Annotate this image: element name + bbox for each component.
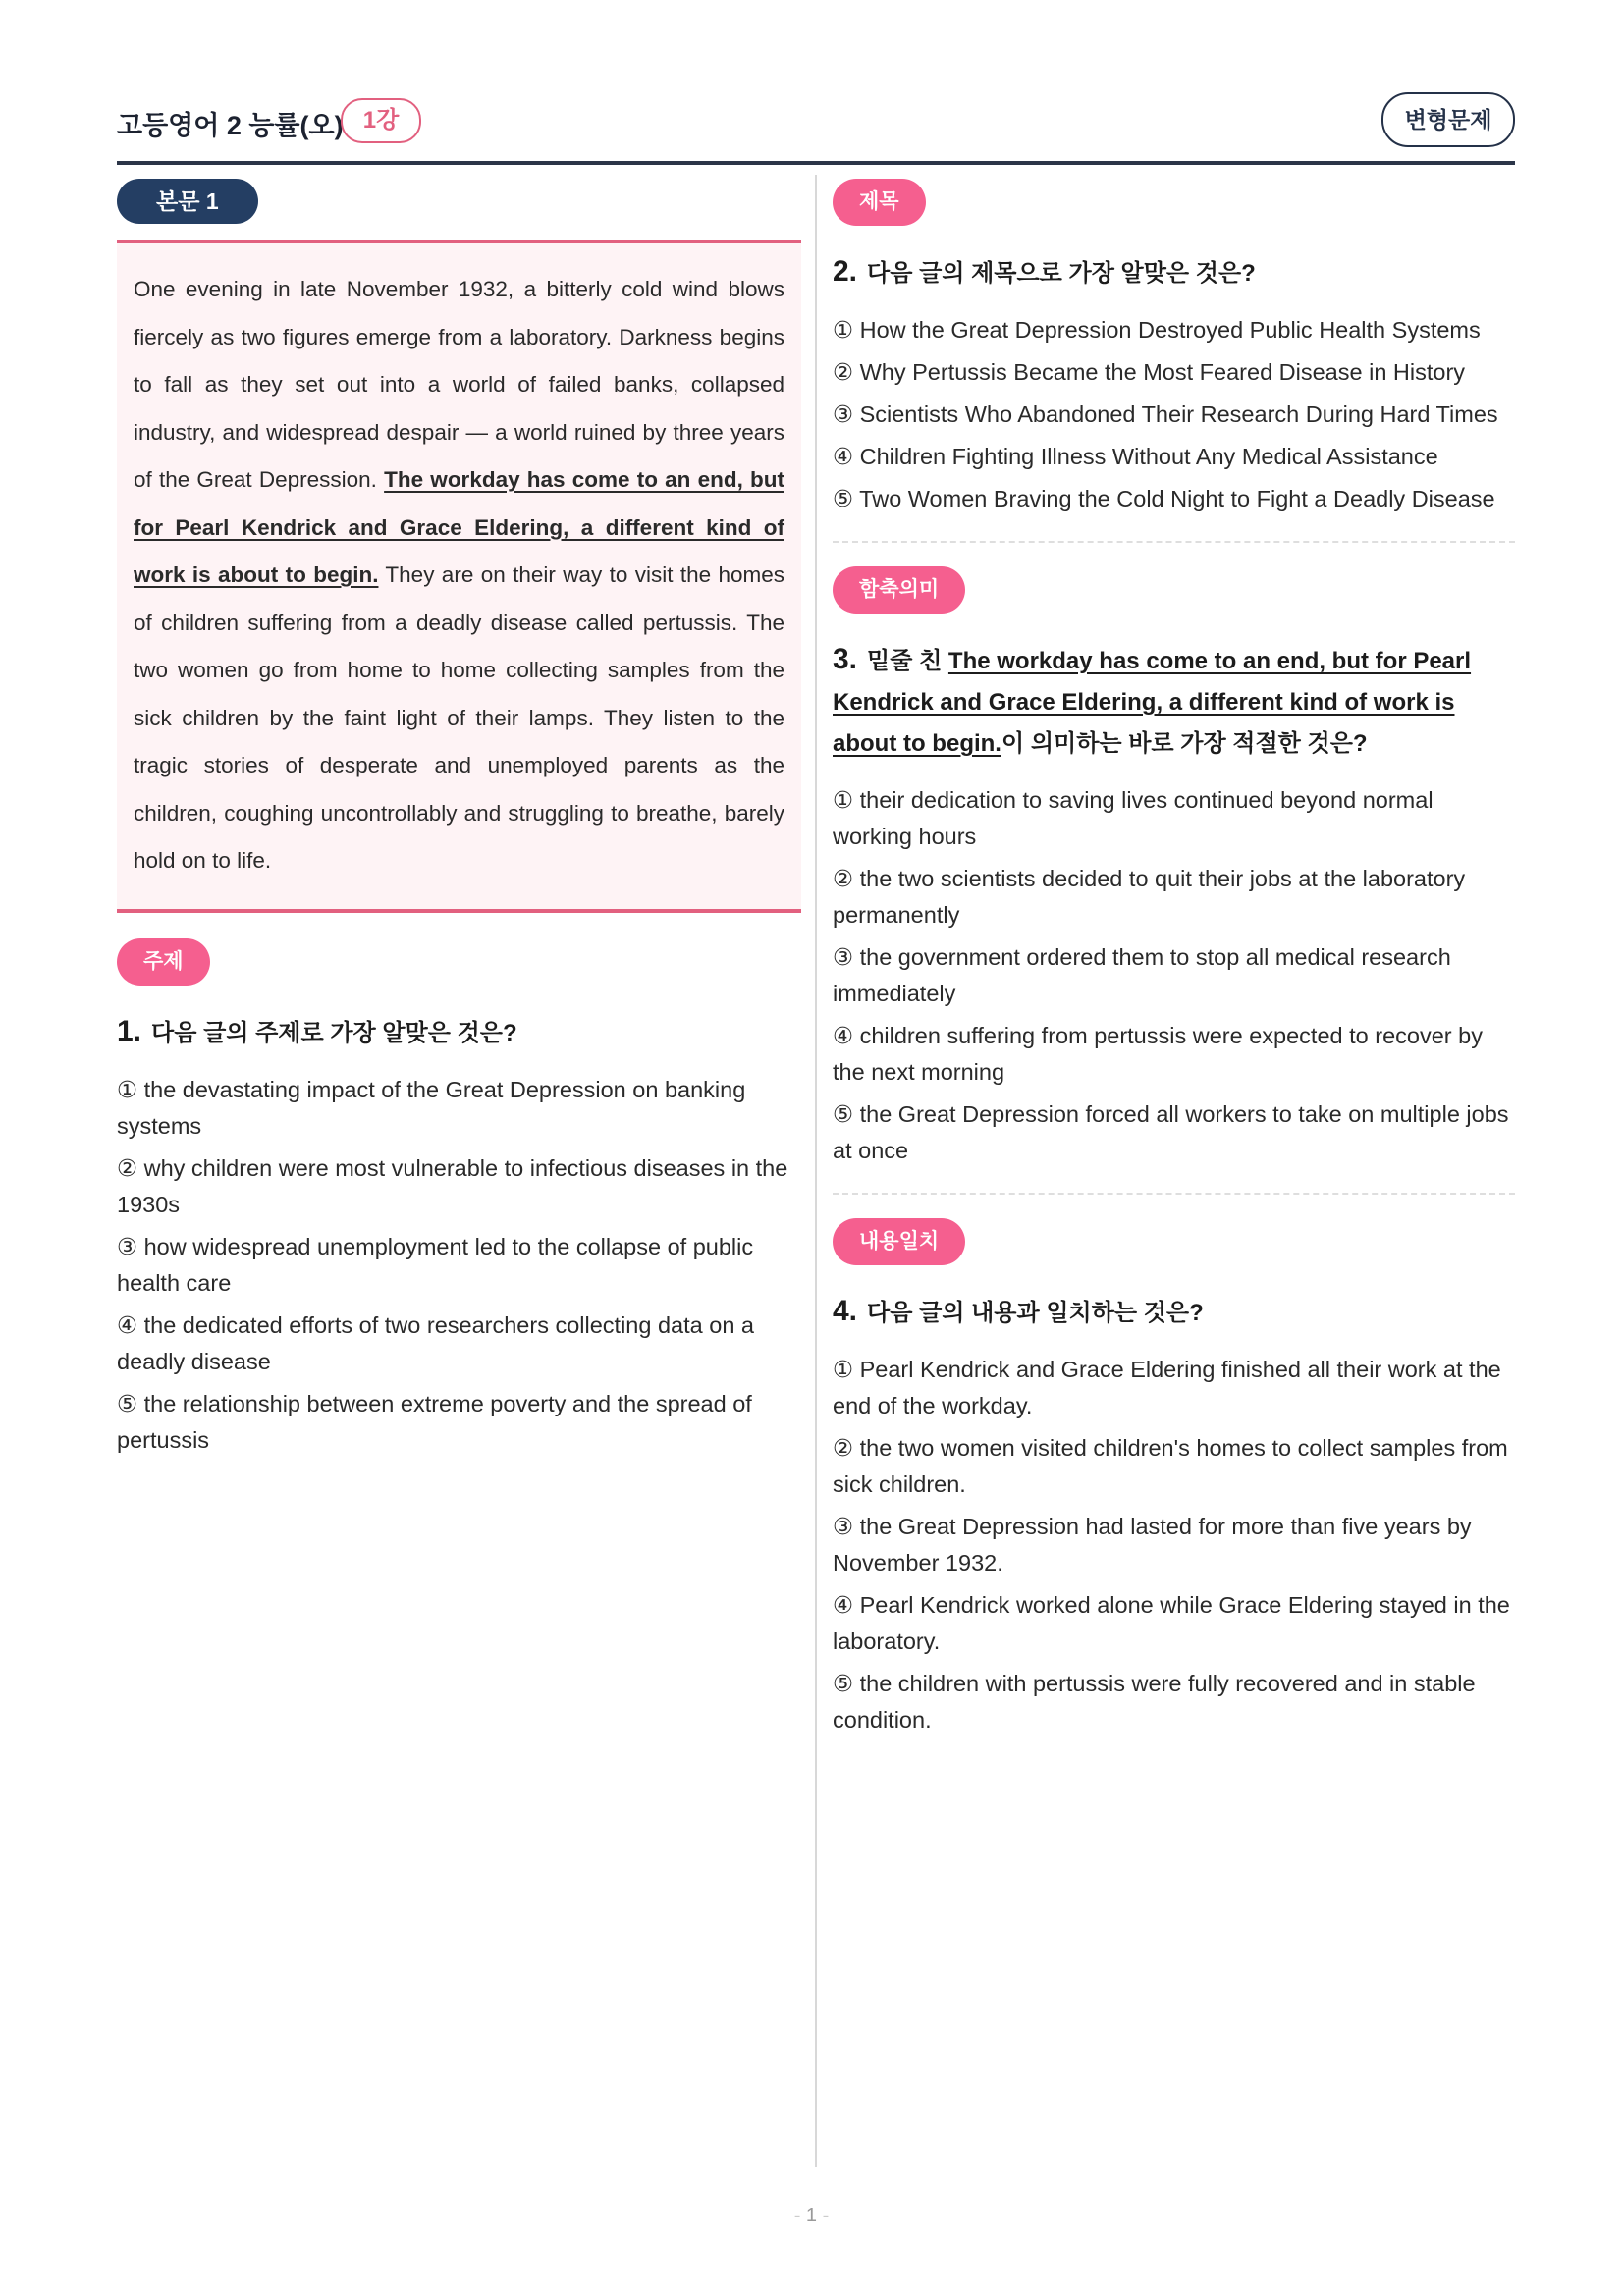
question-text: 다음 글의 내용과 일치하는 것은? [867, 1300, 1204, 1326]
section-tag-topic: 주제 [117, 938, 210, 986]
option-5[interactable]: ⑤ the relationship between extreme poverty and the spread of pertussis [117, 1390, 752, 1453]
passage-label: 본문 1 [117, 179, 258, 224]
option-list [833, 312, 1515, 517]
section-tag-implication: 함축의미 [833, 566, 965, 614]
question-text: 다음 글의 제목으로 가장 알맞은 것은? [867, 260, 1256, 287]
question-2 [833, 179, 1515, 517]
question-1 [117, 938, 801, 1459]
passage-highlight: The workday has come to an end, but for Pearl Kendrick and Grace Eldering, a different kind of work is about to begin. [134, 467, 784, 587]
passage-text-after: They are on their way to visit the homes of children suffering from a deadly disease called pertussis. The two women go from home to home collecting samples from the sick children by the faint light of their lamps. They listen to the tragic stories of desperate and unemployed parents as the children, coughing uncontrollably and struggling to breathe, barely hold on to life. [134, 562, 785, 873]
option-5[interactable]: ⑤ the Great Depression forced all workers to take on multiple jobs at once [833, 1101, 1509, 1163]
question-text-suffix: 이 의미하는 바로 가장 적절한 것은? [1001, 730, 1368, 757]
question-title [117, 1011, 801, 1054]
option-2[interactable]: ② Why Pertussis Became the Most Feared Disease in History [833, 359, 1466, 385]
option-5[interactable]: ⑤ the children with pertussis were fully recovered and in stable condition. [833, 1671, 1476, 1733]
option-list [833, 782, 1515, 1169]
passage-text [134, 266, 784, 885]
option-4[interactable]: ④ Pearl Kendrick worked alone while Grace Eldering stayed in the laboratory. [833, 1592, 1510, 1654]
question-3 [833, 566, 1515, 1169]
page-title: 고등영어 2 능률(오) [117, 111, 344, 140]
page-number: - 1 - [793, 2205, 830, 2226]
option-5[interactable]: ⑤ Two Women Braving the Cold Night to Fight a Deadly Disease [833, 486, 1495, 511]
column-divider [815, 175, 817, 2167]
option-3[interactable]: ③ the Great Depression had lasted for more than five years by November 1932. [833, 1514, 1472, 1575]
option-2[interactable]: ② the two women visited children's homes to collect samples from sick children. [833, 1435, 1508, 1497]
question-underlined-text: The workday has come to an end, but for Pearl Kendrick and Grace Eldering, a different kind of work is about to begin. [833, 648, 1472, 757]
option-4[interactable]: ④ children suffering from pertussis were expected to recover by the next morning [833, 1023, 1483, 1085]
question-number: 1. [117, 1014, 142, 1047]
left-column [117, 179, 801, 1465]
option-1[interactable]: ① the devastating impact of the Great Depression on banking systems [117, 1076, 746, 1139]
question-title [833, 251, 1515, 294]
question-number: 4. [833, 1295, 858, 1327]
option-list [117, 1072, 801, 1459]
option-1[interactable]: ① Pearl Kendrick and Grace Eldering finished all their work at the end of the workday. [833, 1357, 1501, 1418]
question-number: 3. [833, 643, 858, 675]
section-tag-content-match: 내용일치 [833, 1218, 965, 1265]
question-title [833, 1291, 1515, 1334]
type-badge: 변형문제 [1381, 92, 1515, 147]
option-3[interactable]: ③ the government ordered them to stop all medical research immediately [833, 944, 1451, 1006]
option-4[interactable]: ④ Children Fighting Illness Without Any Medical Assistance [833, 444, 1438, 469]
option-1[interactable]: ① How the Great Depression Destroyed Public Health Systems [833, 317, 1481, 343]
section-separator [833, 1193, 1515, 1195]
passage-box [117, 240, 801, 913]
passage-text-before: One evening in late November 1932, a bitterly cold wind blows fiercely as two figures emerge from a laboratory. Darkness begins to fall as they set out into a world of failed banks, collapsed industry, and widespread despair — a world ruined by three years of the Great Depression. [134, 277, 784, 492]
question-text-prefix: 밑줄 친 [867, 648, 948, 674]
right-column [833, 179, 1515, 1744]
option-1[interactable]: ① their dedication to saving lives continued beyond normal working hours [833, 787, 1434, 849]
lesson-badge: 1강 [341, 98, 421, 143]
question-title [833, 639, 1515, 765]
option-2[interactable]: ② the two scientists decided to quit their jobs at the laboratory permanently [833, 866, 1466, 928]
question-number: 2. [833, 255, 858, 288]
option-3[interactable]: ③ Scientists Who Abandoned Their Research During Hard Times [833, 401, 1498, 427]
option-list [833, 1352, 1515, 1738]
question-text: 다음 글의 주제로 가장 알맞은 것은? [151, 1019, 517, 1046]
page-header [117, 94, 1515, 165]
question-4 [833, 1218, 1515, 1738]
option-2[interactable]: ② why children were most vulnerable to infectious diseases in the 1930s [117, 1154, 788, 1217]
option-3[interactable]: ③ how widespread unemployment led to the collapse of public health care [117, 1233, 754, 1296]
option-4[interactable]: ④ the dedicated efforts of two researchers collecting data on a deadly disease [117, 1311, 754, 1374]
section-separator [833, 541, 1515, 543]
section-tag-title: 제목 [833, 179, 926, 226]
